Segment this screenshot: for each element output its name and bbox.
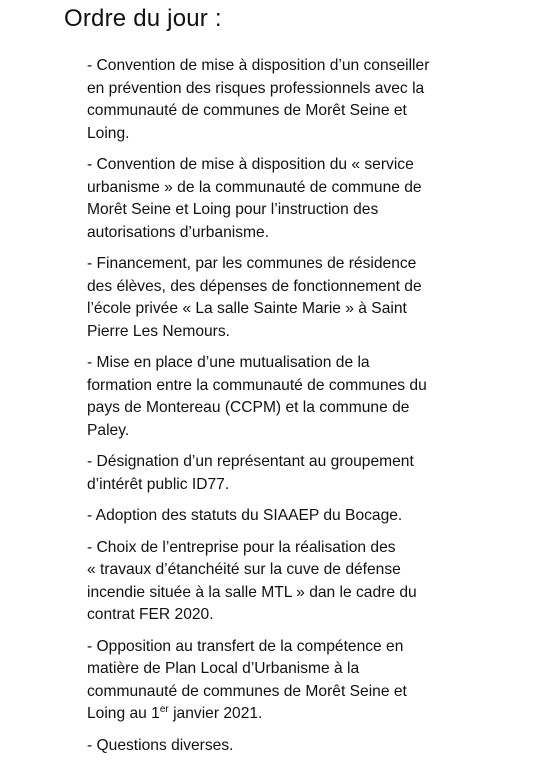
agenda-line: des élèves, des dépenses de fonctionnement de	[87, 277, 422, 295]
agenda-line: - Mise en place d’une mutualisation de la	[87, 354, 370, 371]
agenda-line: contrat FER 2020.	[87, 606, 214, 623]
agenda-list	[87, 55, 467, 757]
agenda-line: incendie située à la salle MTL » dan le cadre du	[87, 583, 417, 601]
agenda-item	[87, 253, 467, 343]
agenda-line: communauté de communes de Morêt Seine et	[87, 102, 407, 119]
agenda-line: - Convention de mise à disposition d’un conseiller	[87, 57, 430, 74]
agenda-item	[87, 154, 467, 244]
agenda-item	[87, 352, 467, 442]
agenda-line: - Adoption des statuts du SIAAEP du Bocage.	[87, 507, 403, 524]
ordinal-superscript: er	[159, 704, 169, 715]
agenda-line: - Choix de l’entreprise pour la réalisation des	[87, 538, 396, 556]
agenda-item	[87, 735, 467, 758]
agenda-line: - Financement, par les communes de résidence	[87, 255, 417, 272]
page-title: Ordre du jour :	[64, 5, 222, 32]
agenda-line: Pierre Les Nemours.	[87, 322, 230, 340]
date-suffix: janvier 2021.	[168, 705, 263, 722]
agenda-line: en prévention des risques professionnels avec la	[87, 79, 425, 97]
agenda-line: Paley.	[87, 421, 130, 439]
agenda-line: - Désignation d’un représentant au groupement	[87, 453, 414, 470]
agenda-item	[87, 55, 467, 145]
date-prefix: Loing au 1	[87, 705, 160, 722]
agenda-line: Morêt Seine et Loing pour l’instruction des	[87, 201, 379, 218]
agenda-line: pays de Montereau (CCPM) et la commune de	[87, 399, 410, 416]
agenda-line: - Opposition au transfert de la compétence en	[87, 637, 404, 655]
agenda-line: urbanisme » de la communauté de commune de	[87, 178, 422, 196]
agenda-line: matière de Plan Local d’Urbanisme à la	[87, 660, 360, 677]
agenda-item	[87, 537, 467, 627]
agenda-item	[87, 505, 467, 528]
agenda-line: Loing.	[87, 124, 130, 142]
agenda-line: autorisations d’urbanisme.	[87, 223, 270, 241]
agenda-line: formation entre la communauté de communes du	[87, 376, 427, 394]
agenda-item	[87, 636, 467, 726]
agenda-line: - Convention de mise à disposition du « service	[87, 156, 414, 173]
agenda-item	[87, 451, 467, 496]
agenda-line: d’intérêt public ID77.	[87, 475, 230, 493]
agenda-line: communauté de communes de Morêt Seine et	[87, 682, 407, 700]
agenda-line	[87, 703, 467, 726]
agenda-line: l’école privée « La salle Sainte Marie » à Saint	[87, 300, 407, 317]
agenda-line: - Questions diverses.	[87, 736, 234, 754]
agenda-line: « travaux d’étanchéité sur la cuve de défense	[87, 561, 401, 578]
